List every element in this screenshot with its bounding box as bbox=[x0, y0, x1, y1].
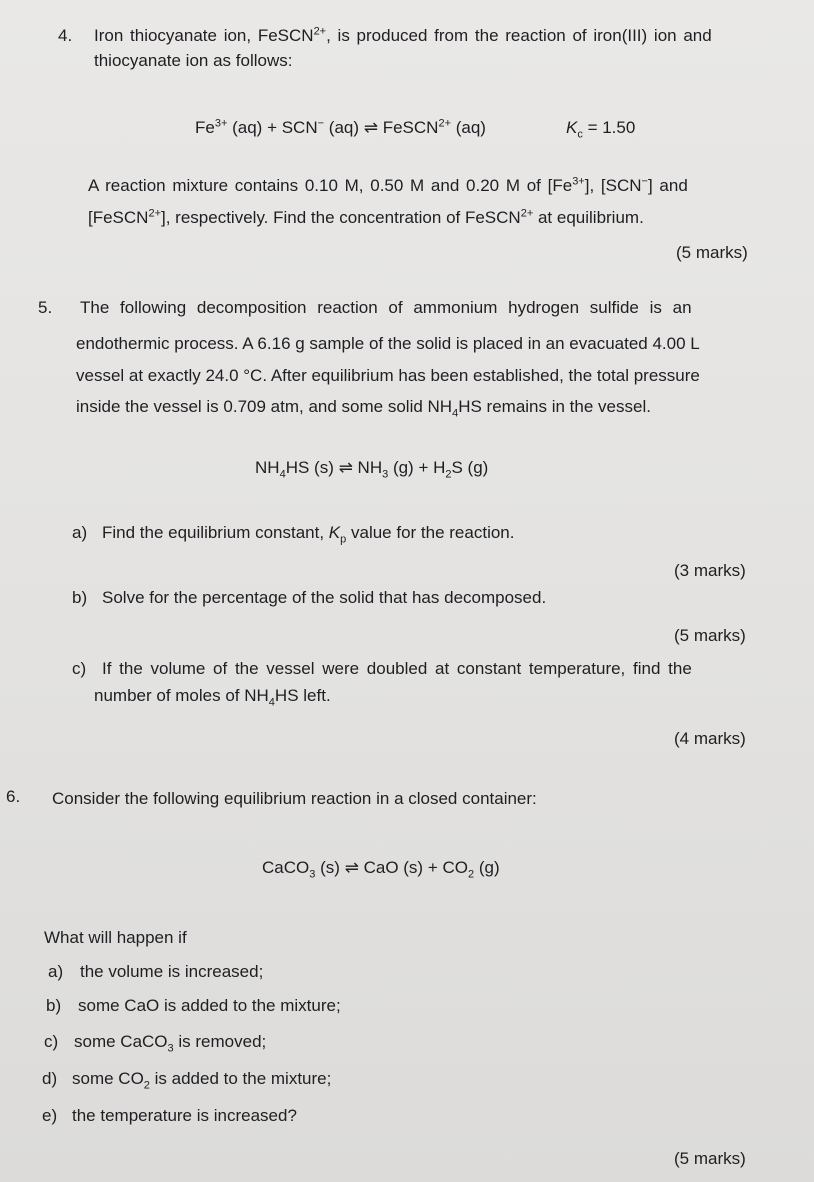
q4-line-2: thiocyanate ion as follows: bbox=[94, 51, 293, 70]
q5-line-3: vessel at exactly 24.0 °C. After equilibrium has been established, the total pressure bbox=[76, 366, 700, 385]
q6a-text: the volume is increased; bbox=[80, 962, 264, 981]
q5c-line-1: If the volume of the vessel were doubled at constant temperature, find the bbox=[102, 659, 692, 678]
q4-paragraph-line-1: A reaction mixture contains 0.10 M, 0.50 M and 0.20 M of $[Fe^{3+}]$, [SCN−] and bbox=[88, 175, 688, 195]
q6-marks: (5 marks) bbox=[674, 1149, 746, 1168]
q6-line-1: Consider the following equilibrium reaction in a closed container: bbox=[52, 789, 537, 808]
q6-intro: What will happen if bbox=[44, 928, 187, 947]
q6-equation: CaCO$_3$ (s) ⇌ CaO $(s) + CO_2$ (g) bbox=[262, 858, 500, 881]
q6a-label: a) bbox=[48, 962, 64, 981]
q6e-text: the temperature is increased? bbox=[72, 1106, 297, 1125]
q6-number: 6. bbox=[6, 787, 21, 806]
q5b-marks: (5 marks) bbox=[674, 626, 746, 645]
q5b-label: b) bbox=[72, 588, 88, 607]
q4-equation: $Fe^{3+}$ (aq) + SCN− (aq) ⇌ FeSCN$^{2+}$ (aq) bbox=[195, 117, 486, 137]
q5c-marks: (4 marks) bbox=[674, 729, 746, 748]
q4-number: 4. bbox=[58, 26, 73, 45]
q5b-text: Solve for the percentage of the solid that has decomposed. bbox=[102, 588, 547, 607]
q5-equation: $NH_4HS$ (s) ⇌ $NH_3$ $(g) + H_2S$ (g) bbox=[255, 458, 489, 481]
q5a-label: a) bbox=[72, 523, 88, 542]
q5-number: 5. bbox=[38, 298, 53, 317]
q6e-label: e) bbox=[42, 1106, 58, 1125]
q5-line-4: inside the vessel is 0.709 atm, and some solid $NH_4HS$ remains in the vessel. bbox=[76, 397, 651, 420]
q6c-text: some CaCO$_3$ is removed; bbox=[74, 1032, 267, 1055]
q6b-label: b) bbox=[46, 996, 62, 1015]
q5a-marks: (3 marks) bbox=[674, 561, 746, 580]
q5-line-2: endothermic process. A 6.16 g sample of the solid is placed in an evacuated 4.00 L bbox=[76, 334, 700, 353]
q4-kc-value: $K_c = 1.50$ bbox=[566, 118, 636, 141]
q5c-label: c) bbox=[72, 659, 87, 678]
q6d-label: d) bbox=[42, 1069, 58, 1088]
q5a-text: Find the equilibrium constant, $K_p$ value for the reaction. bbox=[102, 523, 515, 546]
q6d-text: some $CO_2$ is added to the mixture; bbox=[72, 1069, 332, 1092]
q6b-text: some CaO is added to the mixture; bbox=[78, 996, 341, 1015]
q6c-label: c) bbox=[44, 1032, 59, 1051]
q4-paragraph-line-2: [FeSCN$^{2+}$], respectively. Find the concentration of FeSCN$^{2+}$ at equilibrium. bbox=[88, 207, 644, 227]
q4-marks: (5 marks) bbox=[676, 243, 748, 262]
q5c-line-2: number of moles of $NH_4HS$ left. bbox=[94, 686, 331, 709]
q5-line-1: The following decomposition reaction of ammonium hydrogen sulfide is an bbox=[80, 298, 692, 317]
q4-line-1: Iron thiocyanate ion, FeSCN$^{2+}$, is produced from the reaction of iron(III) ion and bbox=[94, 25, 712, 45]
